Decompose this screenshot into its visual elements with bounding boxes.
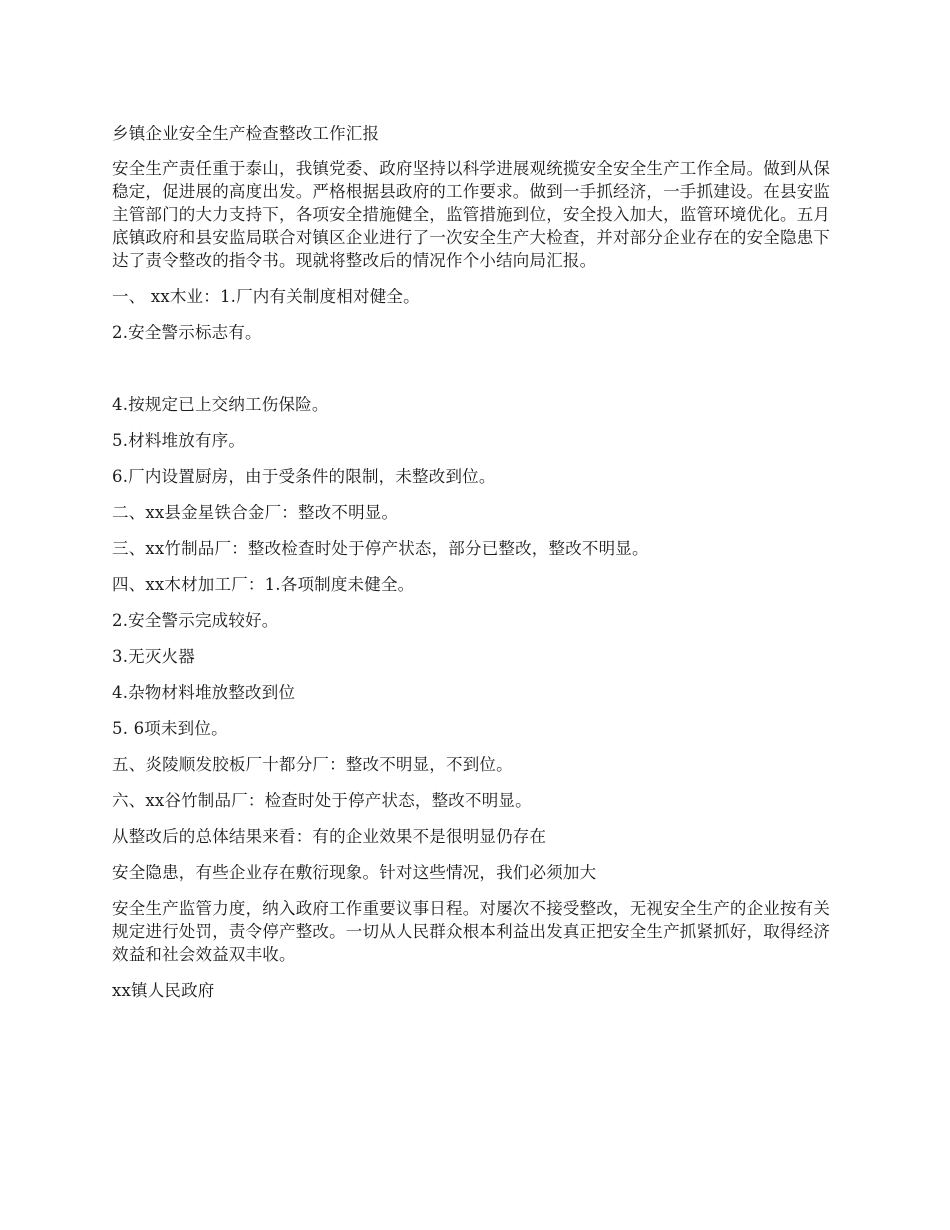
list-item: 一、 xx木业：1.厂内有关制度相对健全。 — [112, 287, 420, 306]
summary-paragraph: 从整改后的总体结果来看：有的企业效果不是很明显仍存在 — [112, 827, 547, 846]
list-item: 6.厂内设置厨房，由于受条件的限制，未整改到位。 — [112, 467, 496, 486]
summary-paragraph: 安全生产监管力度，纳入政府工作重要议事日程。对屡次不接受整改，无视安全生产的企业按有关规定进行处罚，责令停产整改。一切从人民群众根本利益出发真正把安全生产抓紧抓好，取得经济效益和社会效益双丰收。 — [112, 899, 831, 964]
summary-paragraph: 安全隐患，有些企业存在敷衍现象。针对这些情况，我们必须加大 — [112, 863, 597, 882]
list-item: 四、xx木材加工厂：1.各项制度未健全。 — [112, 575, 415, 594]
intro-paragraph: 安全生产责任重于泰山，我镇党委、政府坚持以科学进展观统揽安全安全生产工作全局。做到从保稳定，促进展的高度出发。严格根据县政府的工作要求。做到一手抓经济，一手抓建设。在县安监主管部门的大力支持下，各项安全措施健全，监管措施到位，安全投入加大，监管环境优化。五月底镇政府和县安监局联合对镇区企业进行了一次安全生产大检查，并对部分企业存在的安全隐患下达了责令整改的指令书。现就将整改后的情况作个小结向局汇报。 — [112, 159, 831, 270]
list-item: 4.杂物材料堆放整改到位 — [112, 683, 296, 702]
document-page — [112, 122, 844, 1015]
list-item: 五、炎陵顺发胶板厂十都分厂：整改不明显，不到位。 — [112, 755, 513, 774]
list-item: 2.安全警示完成较好。 — [112, 611, 279, 630]
blank-gap — [112, 357, 844, 393]
list-item: 2.安全警示标志有。 — [112, 323, 262, 342]
list-item: 5. 6项未到位。 — [112, 719, 228, 738]
list-item: 3.无灭火器 — [112, 647, 195, 666]
list-item: 4.按规定已上交纳工伤保险。 — [112, 395, 329, 414]
document-title: 乡镇企业安全生产检查整改工作汇报 — [112, 124, 380, 143]
list-item: 二、xx县金星铁合金厂：整改不明显。 — [112, 503, 399, 522]
signature: xx镇人民政府 — [112, 981, 215, 1000]
list-item: 三、xx竹制品厂：整改检查时处于停产状态，部分已整改，整改不明显。 — [112, 539, 649, 558]
list-item: 5.材料堆放有序。 — [112, 431, 246, 450]
list-item: 六、xx谷竹制品厂：检查时处于停产状态，整改不明显。 — [112, 791, 532, 810]
